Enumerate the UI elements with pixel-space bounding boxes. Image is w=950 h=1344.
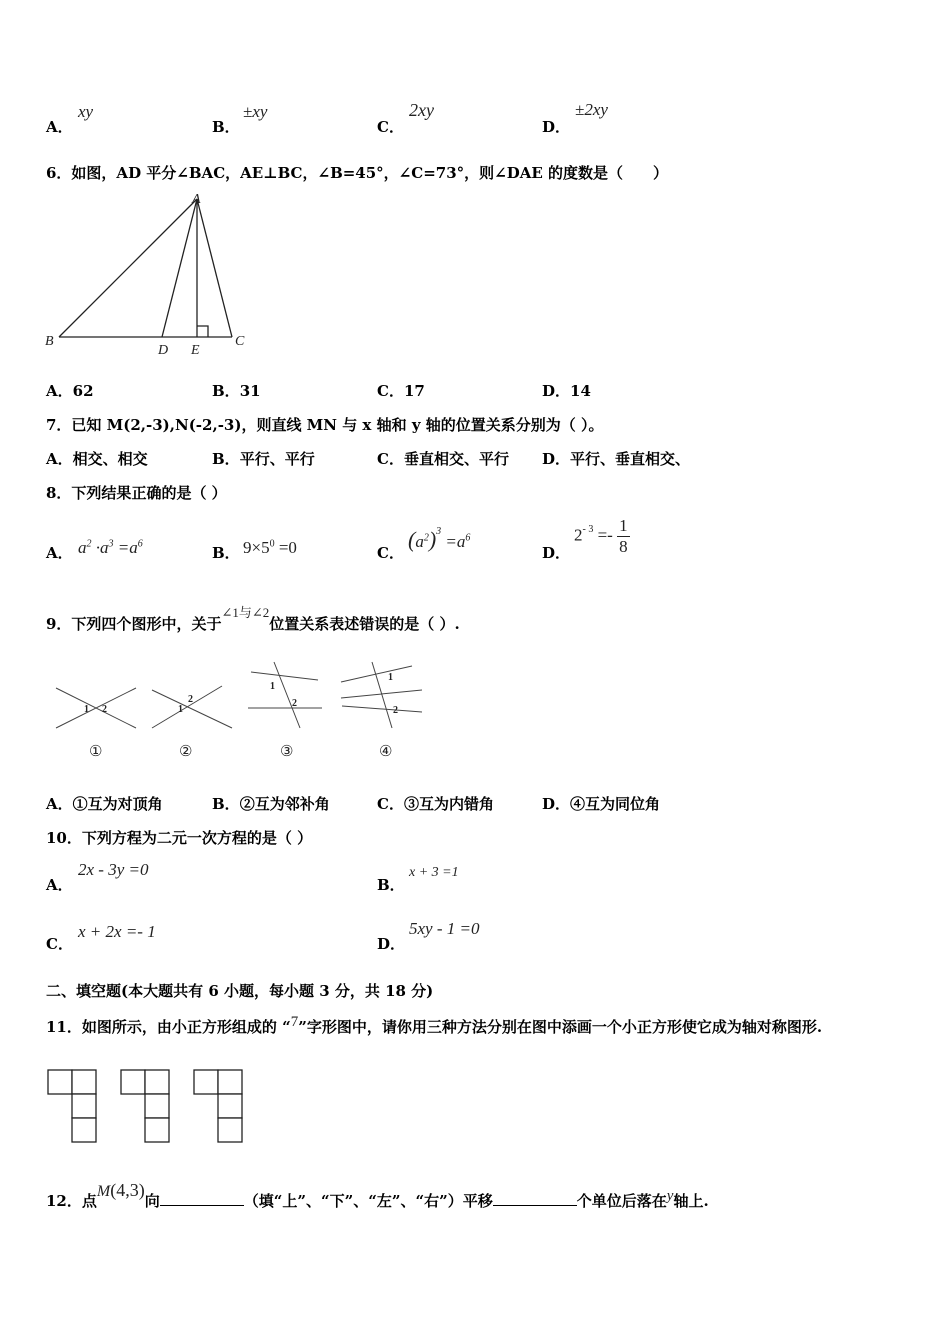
q7-stem: 7．已知 M(2,-3),N(-2,-3)，则直线 MN 与 x 轴和 y 轴的位置关系分别为（ ）。: [46, 416, 604, 434]
q7-option-b-label: B．: [212, 450, 240, 468]
q9-option-c-text: ③互为内错角: [403, 795, 494, 813]
q9-fig2-line2: [152, 686, 222, 728]
q5-option-d-label: D．: [542, 118, 571, 136]
q6-option-a: [46, 380, 94, 401]
q8-option-d-label: D．: [542, 544, 571, 562]
q8-option-a-label: A．: [46, 544, 73, 562]
q12-point-name: M: [96, 1183, 111, 1200]
q9-fig4-line-top: [341, 666, 412, 682]
q9-fig4-angle-2: 2: [393, 705, 398, 716]
q10-option-a-label: A．: [46, 876, 73, 894]
q9-fig3-line-top: [251, 672, 318, 680]
q9-option-a: [46, 793, 163, 814]
q12-axis-name: y: [666, 1188, 674, 1204]
q11-stem-math: 7: [290, 1014, 299, 1030]
q10-option-c-label: C．: [46, 935, 73, 953]
q6-option-c-label: C．: [377, 382, 404, 400]
q10-stem: 10．下列方程为二元一次方程的是（ ）: [46, 829, 313, 847]
q11-fig2-square-top-left: [121, 1070, 145, 1094]
q9-fig3-angle-2: 2: [292, 698, 297, 709]
q9-option-a-label: A．: [46, 795, 73, 813]
q8-option-c-expr: $(a^2)^3 =a^6$: [408, 526, 471, 552]
q7-option-c-label: C．: [377, 450, 404, 468]
q11-fig1-square-middle: [72, 1094, 96, 1118]
q8-fraction-denominator: 8: [619, 537, 628, 556]
q11-fig3-square-middle: [218, 1094, 242, 1118]
q9-fig2-angle-1: 1: [178, 704, 183, 715]
q9-option-b-text: ②互为邻补角: [239, 795, 330, 813]
q7-option-a: [46, 448, 148, 469]
q9-fig2-caption: ②: [179, 744, 193, 760]
q8-option-b-label: B．: [212, 544, 240, 562]
q5-option-b-label: B．: [212, 118, 240, 136]
q5-option-b-expr: ±xy: [243, 102, 268, 121]
q9-fig3-transversal: [274, 662, 300, 728]
q11-fig2-square-middle: [145, 1094, 169, 1118]
q6-right-angle-mark: [197, 326, 208, 337]
q9-stem-after: 位置关系表述错误的是（ ）.: [269, 615, 460, 633]
q8-stem: 8．下列结果正确的是（ ）: [46, 484, 227, 502]
q12-blank-direction[interactable]: [160, 1191, 244, 1206]
q10-option-c-expr: x + 2x =- 1: [78, 922, 156, 941]
q9-option-d-label: D．: [542, 795, 571, 813]
q9-option-b: [212, 793, 330, 814]
q12-point-coords: (4,3): [110, 1180, 145, 1200]
q8-option-a-expr: $a^2 \cdot a^3 =a^6$: [78, 538, 143, 557]
q9-option-c: [377, 793, 494, 814]
q8-option-c-label: C．: [377, 544, 404, 562]
q7-option-a-label: A．: [46, 450, 73, 468]
q6-option-a-label: A．: [46, 382, 73, 400]
q6-line-ab: [59, 199, 197, 337]
q6-label-d: D: [158, 343, 169, 358]
q8-option-d-fraction: [617, 516, 630, 557]
q5-option-d-expr: ±2xy: [575, 100, 608, 119]
q10-option-b-expr: x + 3 =1: [409, 865, 459, 880]
q9-fig3-angle-1: 1: [270, 681, 275, 692]
section2-title: 二、填空题(本大题共有 6 小题，每小题 3 分，共 18 分): [46, 982, 434, 1000]
q5-option-a-label: A．: [46, 118, 73, 136]
q6-label-b: B: [45, 334, 54, 349]
q6-label-e: E: [191, 343, 200, 358]
q10-option-d-label: D．: [377, 935, 406, 953]
q7-option-c: [377, 448, 509, 469]
q9-stem-math: ∠1与∠2: [221, 605, 270, 620]
q11-fig1-square-top-left: [48, 1070, 72, 1094]
q12-text-dir: 向: [144, 1192, 160, 1210]
q9-option-b-label: B．: [212, 795, 240, 813]
q12-prefix: 12．点: [46, 1192, 97, 1210]
q11-fig1-square-top-right: [72, 1070, 96, 1094]
q6-line-ac: [197, 199, 232, 337]
q7-option-b: [212, 448, 315, 469]
q6-option-b-label: B．: [212, 382, 240, 400]
q11-seven-figures: [44, 1066, 254, 1146]
q11-stem: [46, 1016, 822, 1037]
q6-option-c: [377, 380, 425, 401]
q6-option-c-text: 17: [403, 382, 425, 400]
q12-blank-units[interactable]: [493, 1191, 577, 1206]
q11-stem-after: ”字形图中，请你用三种方法分别在图中添画一个小正方形使它成为轴对称图形.: [298, 1018, 823, 1036]
q6-label-a: A: [192, 192, 201, 207]
q9-fig4-caption: ④: [379, 744, 393, 760]
q11-fig3-square-top-left: [194, 1070, 218, 1094]
q6-option-b: [212, 380, 261, 401]
q9-fig4-angle-1: 1: [388, 672, 393, 683]
q6-option-d: [542, 380, 591, 401]
q5-option-a-expr: xy: [78, 102, 94, 121]
q12-text-hint: （填“上”、“下”、“左”、“右”）平移: [243, 1192, 493, 1210]
q6-line-ad: [162, 199, 197, 337]
q11-fig2-square-top-right: [145, 1070, 169, 1094]
q12-text-suffix: 个单位后落在: [576, 1192, 667, 1210]
q9-figures: [46, 656, 436, 764]
q7-option-d-text: 平行、垂直相交、: [570, 450, 691, 468]
q11-fig1-square-bottom: [72, 1118, 96, 1142]
q12-stem: [46, 1180, 709, 1211]
q6-option-d-label: D．: [542, 382, 571, 400]
q10-option-b-label: B．: [377, 876, 405, 894]
q7-option-d: [542, 448, 690, 469]
q6-option-a-text: 62: [72, 382, 94, 400]
q7-option-b-text: 平行、平行: [239, 450, 315, 468]
q9-option-c-label: C．: [377, 795, 404, 813]
q6-stem: 6．如图，AD 平分∠BAC，AE⊥BC，∠B=45°，∠C=73°，则∠DAE 的度数是（ ）: [46, 164, 669, 182]
q8-fraction-numerator: 1: [619, 516, 628, 535]
q9-fig1-caption: ①: [89, 744, 103, 760]
q9-stem: [46, 605, 460, 634]
q9-option-a-text: ①互为对顶角: [72, 795, 163, 813]
q12-text-end: 轴上.: [673, 1192, 709, 1210]
q7-option-d-label: D．: [542, 450, 571, 468]
q5-option-c-label: C．: [377, 118, 404, 136]
q11-fig2-square-bottom: [145, 1118, 169, 1142]
q8-option-d-expr: $2^{- 3}$ =- $\frac{1}{8}$: [574, 516, 628, 556]
q9-option-d-text: ④互为同位角: [570, 795, 661, 813]
q6-label-c: C: [235, 334, 245, 349]
q10-option-a-expr: 2x - 3y =0: [78, 860, 149, 879]
q7-option-c-text: 垂直相交、平行: [403, 450, 509, 468]
q9-fig2-angle-2: 2: [188, 694, 193, 705]
q6-option-d-text: 14: [570, 382, 591, 400]
q6-option-b-text: 31: [239, 382, 261, 400]
q9-stem-before: 9．下列四个图形中，关于: [46, 615, 222, 633]
q7-option-a-text: 相交、相交: [72, 450, 148, 468]
q9-fig1-angle-1: 1: [84, 704, 89, 715]
q9-option-d: [542, 793, 660, 814]
q8-option-b-expr: $9\times 5^0 =0$: [243, 538, 297, 557]
q9-fig1-angle-2: 2: [102, 704, 107, 715]
q6-triangle-figure: [40, 188, 260, 360]
q11-stem-before: 11．如图所示，由小正方形组成的 “: [46, 1018, 291, 1036]
q10-option-d-expr: 5xy - 1 =0: [409, 919, 480, 938]
q11-fig3-square-bottom: [218, 1118, 242, 1142]
q11-fig3-square-top-right: [218, 1070, 242, 1094]
q9-fig4-line-bottom: [342, 706, 422, 712]
q9-fig3-caption: ③: [280, 744, 294, 760]
q5-option-c-expr: 2xy: [409, 100, 434, 120]
